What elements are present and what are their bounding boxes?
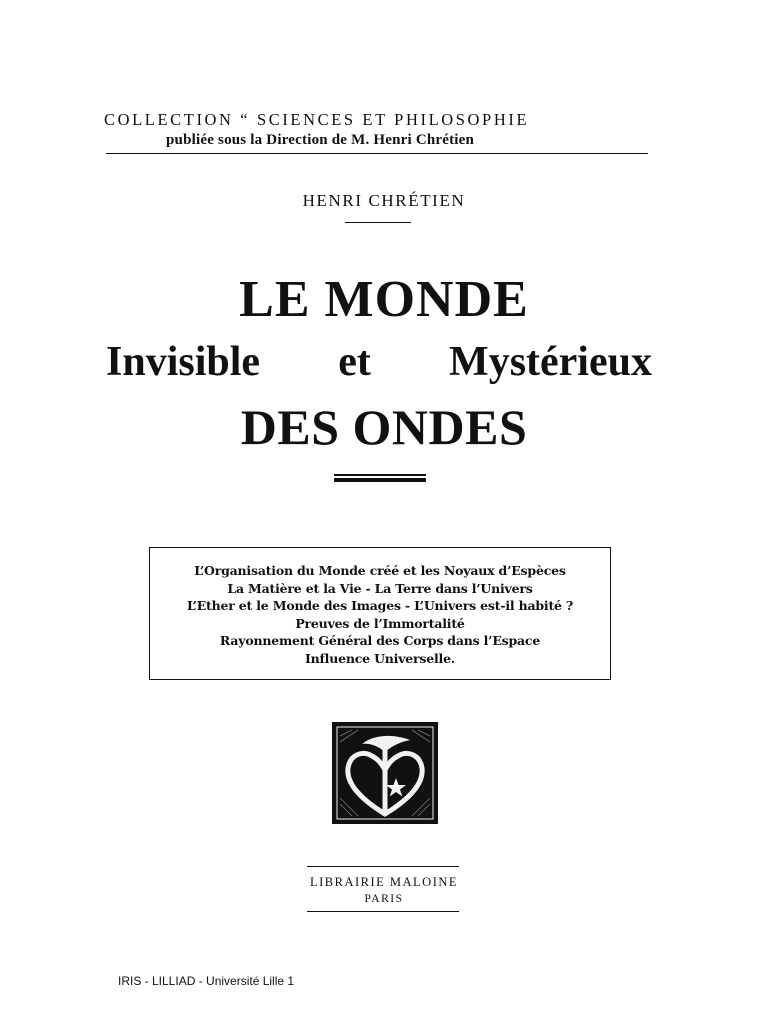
title-word-invisible: Invisible — [106, 339, 261, 385]
header-rule — [106, 153, 648, 154]
topic-line: L’Organisation du Monde créé et les Noyaux d’Espèces — [194, 563, 566, 578]
topic-line: La Matière et la Vie - La Terre dans l’Univers — [227, 580, 533, 596]
topic-line: Preuves de l’Immortalité — [295, 615, 465, 631]
publisher-rule-top — [307, 866, 459, 867]
publisher-name: LIBRAIRIE MALOINE — [309, 875, 459, 889]
topic-line: Rayonnement Général des Corps dans l’Espace — [219, 633, 541, 649]
title-word-mysterieux: Mystérieux — [449, 339, 652, 385]
title-line-1: LE MONDE — [239, 271, 529, 328]
title-word-et: et — [338, 339, 371, 385]
decorative-double-rule — [334, 474, 426, 484]
source-footer: IRIS - LILLIAD - Université Lille 1 — [118, 974, 295, 988]
publisher-city: PARIS — [364, 893, 404, 905]
collection-direction: publiée sous la Direction de M. Henri Chrétien — [166, 132, 475, 148]
title-line-3: DES ONDES — [240, 399, 528, 455]
topic-line: L’Ether et le Monde des Images - L’Univers est-il habité ? — [186, 598, 574, 614]
publisher-emblem-icon — [332, 722, 438, 824]
topic-line: Influence Universelle. — [304, 650, 456, 666]
author-name: HENRI CHRÉTIEN — [302, 191, 466, 210]
title-line-2 — [106, 338, 652, 386]
publisher-rule-bottom — [307, 911, 459, 912]
collection-title: COLLECTION “ SCIENCES ET PHILOSOPHIE — [104, 110, 530, 129]
topics-box — [149, 547, 611, 680]
author-rule — [345, 222, 411, 223]
